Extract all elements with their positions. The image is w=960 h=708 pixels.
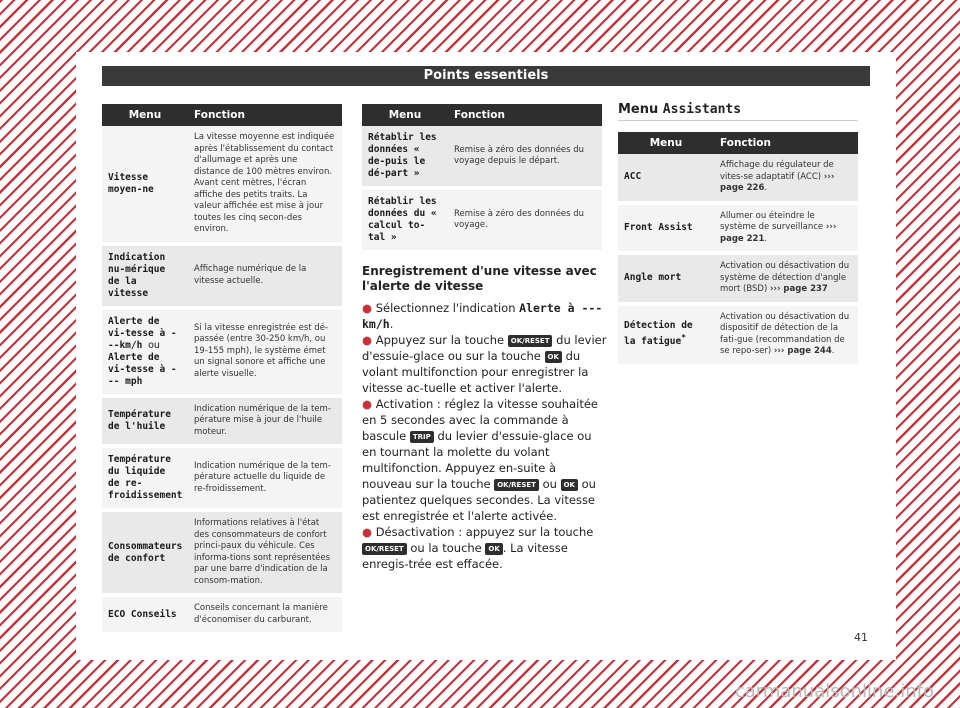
- function-cell: Affichage numérique de la vitesse actuelle.: [188, 244, 342, 308]
- table-header-row: [362, 104, 602, 126]
- menu-cell: Angle mort: [618, 253, 714, 304]
- step-text: du levier d'essuie-glace ou en tournant la molette du volant multifonction. Appuyez en-suite à nouveau sur la touche: [362, 429, 592, 491]
- table-row: [362, 188, 602, 252]
- menu-cell: Température du liquide de re-froidissement: [102, 446, 188, 510]
- table-row: [618, 253, 858, 304]
- table-header-row: [618, 132, 858, 154]
- table-row: [102, 244, 342, 308]
- bullet-icon: ●: [362, 397, 373, 411]
- table-row: [102, 510, 342, 595]
- display-code: Alerte à --- km/h: [362, 301, 603, 331]
- table-row: [102, 126, 342, 244]
- instruction-step: [362, 300, 607, 332]
- bullet-icon: ●: [362, 333, 373, 347]
- display-menu-table: [102, 104, 342, 636]
- menu-cell: Consommateurs de confort: [102, 510, 188, 595]
- table-row: [102, 446, 342, 510]
- step-text: . La vitesse enregis-trée est effacée.: [362, 541, 568, 571]
- function-cell: Activation ou désactivation du système de détection d'angle mort (BSD) ››› page 237: [714, 253, 858, 304]
- table-row: [618, 304, 858, 366]
- menu-cell: [102, 308, 188, 396]
- function-column-header: Fonction: [188, 104, 342, 126]
- step-text: ou patientez quelques secondes. La vitesse est enregistrée et l'alerte activée.: [362, 477, 596, 523]
- table-row: [618, 154, 858, 203]
- ok-key-icon: OK: [545, 351, 562, 363]
- menu-column-header: Menu: [618, 132, 714, 154]
- menu-cell: ECO Conseils: [102, 595, 188, 634]
- watermark-text: carmanualsonline.info: [734, 681, 934, 702]
- table-header-row: [102, 104, 342, 126]
- step-text: ou la touche: [406, 541, 486, 555]
- function-column-header: Fonction: [714, 132, 858, 154]
- menu-cell: Température de l'huile: [102, 396, 188, 447]
- function-cell: Informations relatives à l'état des consommateurs de confort princi-paux du véhicule. Ces informa-tions sont représentées par une barre d'indication de la consom-mation.: [188, 510, 342, 595]
- ok-reset-key-icon: OK/RESET: [508, 335, 553, 347]
- menu-or-text: ou: [148, 339, 160, 351]
- menu-column-header: Menu: [102, 104, 188, 126]
- function-cell: Affichage du régulateur de vites-se adaptatif (ACC) ››› page 226.: [714, 154, 858, 203]
- table-row: [102, 308, 342, 396]
- ok-reset-key-icon: OK/RESET: [494, 479, 539, 491]
- function-cell: Conseils concernant la manière d'économiser du carburant.: [188, 595, 342, 634]
- table-row: [102, 595, 342, 634]
- menu-option-mph: Alerte de vi-tesse à --- mph: [108, 351, 177, 387]
- step-text: Appuyez sur la touche: [375, 333, 508, 347]
- ok-key-icon: OK: [485, 543, 502, 555]
- speed-alert-section: [362, 264, 607, 572]
- function-cell: Activation ou désactivation du dispositif de détection de la fati-gue (recommandation de se repo-ser) ››› page 244.: [714, 304, 858, 366]
- function-cell: Remise à zéro des données du voyage.: [448, 188, 602, 252]
- step-text: .: [389, 317, 394, 331]
- assistants-menu-table: [618, 132, 858, 368]
- menu-cell: Indication nu-mérique de la vitesse: [102, 244, 188, 308]
- table-row: [618, 203, 858, 254]
- step-text: du levier d'essuie-glace ou sur la touche: [362, 333, 607, 363]
- menu-cell: ACC: [618, 154, 714, 203]
- section-heading: Enregistrement d'une vitesse avec l'alerte de vitesse: [362, 264, 597, 293]
- function-column-header: Fonction: [448, 104, 602, 126]
- instruction-step: [362, 396, 607, 524]
- step-text: ou: [538, 477, 561, 491]
- function-cell: Remise à zéro des données du voyage depuis le départ.: [448, 126, 602, 188]
- menu-cell: Rétablir les données du « calcul to-tal »: [362, 188, 448, 252]
- trip-key-icon: TRIP: [410, 431, 434, 443]
- page-number: 41: [854, 631, 868, 644]
- table-row: [102, 396, 342, 447]
- page-reference: ››› page 226: [720, 171, 835, 193]
- bullet-icon: ●: [362, 301, 373, 315]
- menu-cell: Rétablir les données « de-puis le dé-part »: [362, 126, 448, 188]
- function-cell: Si la vitesse enregistrée est dé-passée (entre 30-250 km/h, ou 19-155 mph), le système émet un signal sonore et affiche une alerte visuelle.: [188, 308, 342, 396]
- menu-column-header: Menu: [362, 104, 448, 126]
- title-code: Assistants: [662, 102, 742, 117]
- function-cell: Indication numérique de la tem-pérature actuelle du liquide de re-froidissement.: [188, 446, 342, 510]
- table-row: [362, 126, 602, 188]
- ok-key-icon: OK: [561, 479, 578, 491]
- optional-equipment-marker: *: [681, 333, 686, 343]
- function-cell: Allumer ou éteindre le système de surveillance ››› page 221.: [714, 203, 858, 254]
- step-text: du volant multifonction pour enregistrer la vitesse ac-tuelle et activer l'alerte.: [362, 349, 589, 395]
- function-cell: Indication numérique de la tem-pérature mise à jour de l'huile moteur.: [188, 396, 342, 447]
- menu-option-kmh: Alerte de vi-tesse à ---km/h: [108, 315, 177, 351]
- instruction-step: [362, 524, 607, 572]
- assistants-section-title: [618, 102, 858, 121]
- page-reference: ››› page 237: [769, 284, 828, 294]
- reset-menu-table: [362, 104, 602, 254]
- ok-reset-key-icon: OK/RESET: [362, 543, 407, 555]
- bullet-icon: ●: [362, 525, 373, 539]
- menu-cell: Front Assist: [618, 203, 714, 254]
- manual-page: [76, 52, 896, 660]
- page-reference: ››› page 221: [720, 222, 837, 244]
- step-text: Activation : réglez la vitesse souhaitée en 5 secondes avec la commande à bascule: [362, 397, 598, 443]
- menu-cell: Vitesse moyen-ne: [102, 126, 188, 244]
- page-reference: ››› page 244: [773, 346, 832, 356]
- function-cell: La vitesse moyenne est indiquée après l'établissement du contact d'allumage et après une distance de 100 mètres environ. Avant cent mètres, l'écran affiche des petits traits. La valeur affichée est mise à jour toutes les cinq secon-des environ.: [188, 126, 342, 244]
- step-text: Désactivation : appuyez sur la touche: [375, 525, 594, 539]
- title-prefix: Menu: [618, 102, 663, 117]
- instruction-step: [362, 332, 607, 396]
- page-header: Points essentiels: [102, 66, 870, 86]
- menu-cell: Détection de la fatigue*: [618, 304, 714, 366]
- step-text: Sélectionnez l'indication: [375, 301, 520, 315]
